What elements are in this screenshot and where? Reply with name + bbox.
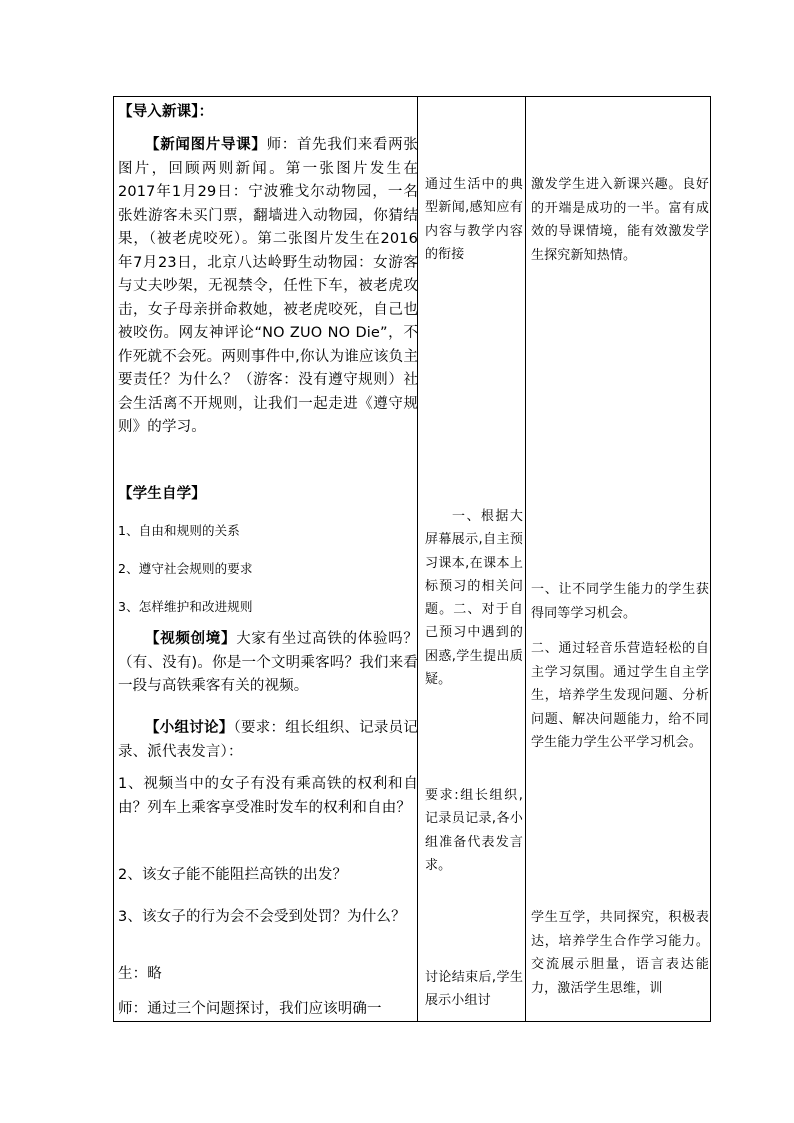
intent-note-intro: 激发学生进入新课兴趣。良好的开端是成功的一半。富有成效的导课情境，能有效激发学生探究新知热情。	[531, 177, 709, 263]
group-paragraph	[118, 717, 418, 764]
activity-note-self-study: 一、根据大屏幕展示,自主预习课本,在课本上标预习的相关问题。二、对于自己预习中遇到的困惑,学生提出质疑。	[425, 509, 523, 688]
self-study-item: 2、遵守社会规则的要求	[118, 561, 253, 576]
news-label: 【新闻图片导课】	[145, 137, 267, 153]
activity-note-group: 要求:组长组织,记录员记录,各小组准备代表发言求。	[425, 788, 523, 873]
intent-note-group: 学生互学，共同探究，积极表达，培养学生合作学习能力。交流展示胆量，语言表达能力，激活学生思维，训	[531, 910, 709, 996]
group-label: 【小组讨论】	[145, 720, 234, 736]
student-response: 生：略	[118, 966, 162, 982]
activity-note-intro: 通过生活中的典型新闻,感知应有内容与教学内容的衔接	[425, 177, 523, 262]
news-paragraph	[118, 134, 418, 440]
news-body: 师：首先我们来看两张图片，回顾两则新闻。第一张图片发生在2017年1月29日：宁波雅戈尔动物园，一名张姓游客未买门票，翻墙进入动物园，你猜结果，（被老虎咬死）。第二张图片发生在2016年7月23日，北京八达岭野生动物园：女游客与丈夫吵架，无视禁令，任性下车，被老虎攻击，女子母亲拼命救她，被老虎咬死，自己也被咬伤。网友神评论“NO ZUO NO Die”，不作死就不会死。两则事件中,你认为谁应该负主要责任？为什么？（游客：没有遵守规则）社会生活离不开规则，让我们一起走进《遵守规则》的学习。	[118, 137, 418, 435]
lesson-plan-table	[113, 96, 711, 1022]
design-intent-column	[531, 97, 709, 1021]
discussion-question: 2、该女子能不能阻拦高铁的出发？	[118, 867, 348, 883]
student-activity-column	[425, 97, 523, 1021]
column-divider-2	[525, 97, 526, 1021]
teaching-process-column	[118, 97, 418, 1021]
video-body: 大家有坐过高铁的体验吗？（有、没有)。你是一个文明乘客吗？我们来看一段与高铁乘客有关的视频。	[118, 631, 418, 694]
self-study-item: 1、自由和规则的关系	[118, 523, 240, 538]
self-study-heading: 【学生自学】	[118, 486, 206, 502]
discussion-question: 3、该女子的行为会不会受到处罚？为什么？	[118, 909, 406, 925]
teacher-summary: 师：通过三个问题探讨，我们应该明确一	[118, 1001, 382, 1017]
intent-note-self-study-2: 二、通过轻音乐营造轻松的自主学习氛围。通过学生自主学生，培养学生发现问题、分析问题、解决问题能力，给不同学生能力学生公平学习机会。	[531, 641, 709, 750]
group-body: （要求：组长组织、记录员记录、派代表发言）：	[118, 720, 418, 760]
activity-note-display: 讨论结束后,学生展示小组讨	[425, 970, 523, 1009]
video-label: 【视频创境】	[145, 631, 237, 647]
discussion-question: 1、视频当中的女子有没有乘高铁的权利和自由？列车上乘客享受准时发车的权利和自由？	[118, 776, 418, 816]
video-paragraph	[118, 628, 418, 699]
intent-note-self-study-1: 一、让不同学生能力的学生获得同等学习机会。	[531, 582, 709, 621]
self-study-item: 3、怎样维护和改进规则	[118, 599, 253, 614]
intro-heading: 【导入新课】：	[118, 104, 214, 120]
